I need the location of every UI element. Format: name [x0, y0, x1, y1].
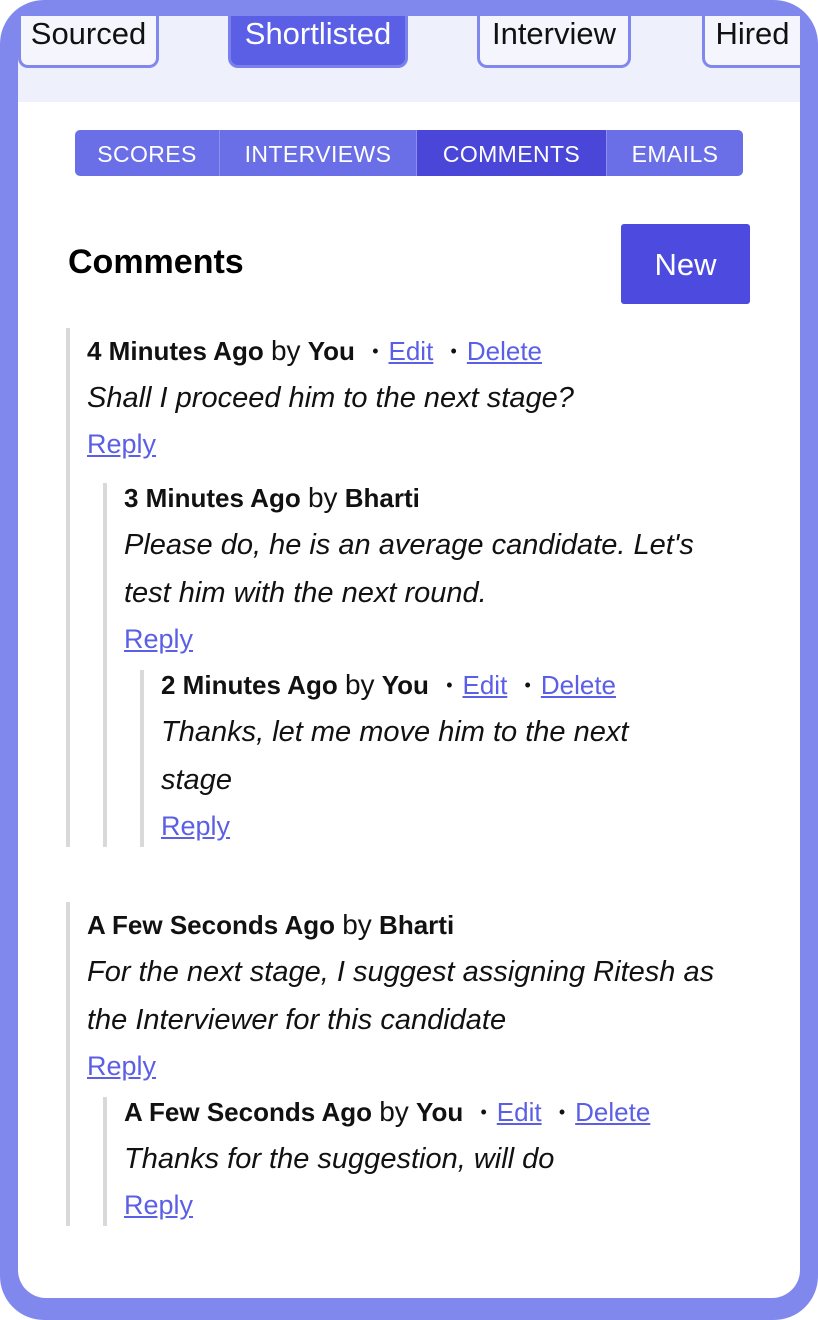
- edit-link[interactable]: Edit: [388, 336, 434, 366]
- reply-row: [87, 1049, 770, 1083]
- reply-thread: [103, 1097, 770, 1226]
- separator-dot: •: [446, 675, 453, 695]
- reply-row: [124, 622, 770, 656]
- comment-text: For the next stage, I suggest assigning Ritesh as the Interviewer for this candidate: [87, 956, 715, 1036]
- edit-link[interactable]: Edit: [496, 1097, 542, 1127]
- tab-interview[interactable]: Interview: [477, 16, 631, 68]
- comment-text: Thanks for the suggestion, will do: [124, 1143, 555, 1175]
- tab-interviews[interactable]: INTERVIEWS: [220, 130, 417, 176]
- reply-link[interactable]: Reply: [87, 429, 157, 459]
- comment-author: You: [381, 670, 429, 700]
- tab-comments[interactable]: COMMENTS: [417, 130, 607, 176]
- comment-meta: [161, 670, 770, 700]
- tab-shortlisted[interactable]: Shortlisted: [228, 16, 408, 68]
- reply-thread: [103, 483, 770, 847]
- comment-text: Shall I proceed him to the next stage?: [87, 382, 574, 414]
- comment-author: You: [307, 336, 355, 366]
- comment-meta: [87, 910, 770, 940]
- comment: [70, 328, 770, 847]
- by-label: by: [270, 335, 301, 366]
- tab-scores[interactable]: SCORES: [75, 130, 220, 176]
- comment-meta: [124, 1097, 770, 1127]
- comment: [107, 1097, 770, 1226]
- separator-dot: •: [372, 341, 379, 361]
- comment: [70, 902, 770, 1226]
- reply-row: [87, 427, 770, 461]
- reply-row: [124, 1188, 770, 1222]
- comment-time: 3 Minutes Ago: [124, 483, 301, 513]
- comment-author: Bharti: [379, 910, 455, 940]
- delete-link[interactable]: Delete: [466, 336, 543, 366]
- by-label: by: [344, 669, 375, 700]
- comment-time: A Few Seconds Ago: [87, 910, 335, 940]
- comment: [107, 483, 770, 847]
- comment-thread: [66, 902, 770, 1226]
- comment: [144, 670, 770, 847]
- comment-author: Bharti: [344, 483, 420, 513]
- comment-meta: [124, 483, 770, 513]
- separator-dot: •: [524, 675, 531, 695]
- by-label: by: [379, 1096, 409, 1127]
- stage-tabs: [18, 16, 800, 102]
- comment-time: 4 Minutes Ago: [87, 336, 264, 366]
- comments-heading: Comments: [68, 243, 244, 281]
- reply-link[interactable]: Reply: [161, 811, 231, 841]
- reply-link[interactable]: Reply: [87, 1051, 157, 1081]
- separator-dot: •: [480, 1102, 487, 1122]
- section-tabs: [75, 130, 743, 176]
- by-label: by: [307, 482, 338, 513]
- reply-row: [161, 809, 770, 843]
- tab-emails[interactable]: EMAILS: [631, 141, 719, 167]
- candidate-panel: [18, 16, 800, 1298]
- separator-dot: •: [558, 1102, 566, 1122]
- delete-link[interactable]: Delete: [575, 1097, 651, 1127]
- comment-meta: [87, 336, 770, 366]
- tab-sourced[interactable]: Sourced: [18, 16, 159, 68]
- comment-text: Thanks, let me move him to the next stage: [161, 716, 629, 796]
- reply-link[interactable]: Reply: [124, 1190, 194, 1220]
- comment-thread: [66, 328, 770, 847]
- comment-time: A Few Seconds Ago: [124, 1097, 372, 1127]
- by-label: by: [342, 909, 372, 940]
- separator-dot: •: [450, 341, 457, 361]
- comment-text: Please do, he is an average candidate. Let's test him with the next round.: [124, 529, 694, 609]
- tab-hired[interactable]: Hired: [702, 16, 800, 68]
- comment-author: You: [416, 1097, 464, 1127]
- reply-link[interactable]: Reply: [124, 624, 194, 654]
- reply-thread: [140, 670, 770, 847]
- edit-link[interactable]: Edit: [462, 670, 508, 700]
- delete-link[interactable]: Delete: [540, 670, 617, 700]
- new-comment-button[interactable]: New: [621, 224, 750, 304]
- comment-time: 2 Minutes Ago: [161, 670, 338, 700]
